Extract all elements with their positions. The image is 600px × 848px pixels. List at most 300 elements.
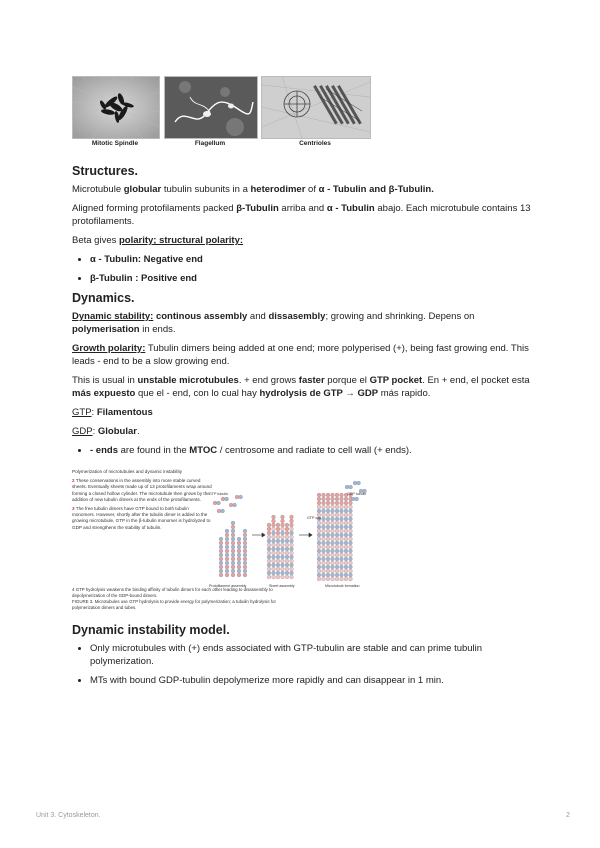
sheet-subunit: [285, 571, 289, 575]
sheet-subunit: [290, 523, 294, 527]
microtubule-subunit: [326, 521, 330, 525]
sheet-subunit: [290, 555, 294, 559]
microtubule-subunit: [349, 573, 353, 577]
microtubule-subunit: [344, 549, 348, 553]
microtubule-subunit: [317, 501, 321, 505]
microtubule-subunit: [344, 541, 348, 545]
protofilament-subunit: [219, 569, 223, 573]
protofilament-subunit: [243, 557, 247, 561]
sheet-subunit: [267, 527, 271, 531]
sheet-subunit: [272, 515, 276, 519]
dynamics-paragraph-1: [72, 310, 532, 336]
protofilament-subunit: [243, 537, 247, 541]
sheet-subunit: [290, 519, 294, 523]
bold-underlined-text: Growth polarity:: [72, 343, 146, 354]
microtubule-subunit: [331, 509, 335, 513]
microtubule-subunit: [340, 537, 344, 541]
microtubule-subunit: [317, 497, 321, 501]
bold-text: polymerisation: [72, 324, 140, 335]
sheet-subunit: [272, 567, 276, 571]
photo-strip: [72, 76, 372, 152]
microtubule-subunit: [344, 521, 348, 525]
protofilament-subunit: [231, 525, 235, 529]
sheet-subunit: [281, 567, 285, 571]
list-item: • Only microtubules with (+) ends associated with GTP-tubulin are stable and can prime tubulin polymerization.: [90, 642, 532, 668]
sheet-subunit: [267, 559, 271, 563]
bold-text: dissasembly: [268, 311, 326, 322]
bold-underlined-text: Dynamic stability:: [72, 311, 154, 322]
sheet-subunit: [281, 555, 285, 559]
microtubule-subunit: [331, 505, 335, 509]
text: This is usual in: [72, 375, 138, 386]
sheet-subunit: [267, 547, 271, 551]
sheet-subunit: [272, 523, 276, 527]
sheet-subunit: [281, 527, 285, 531]
microtubule-subunit: [322, 529, 326, 533]
microtubule-subunit: [326, 553, 330, 557]
protofilament-subunit: [237, 553, 241, 557]
microtubule-subunit: [322, 537, 326, 541]
microtubule-subunit: [344, 529, 348, 533]
sheet-subunit: [290, 543, 294, 547]
microtubule-subunit: [331, 525, 335, 529]
bold-text: GTP pocket: [369, 375, 423, 386]
sheet-subunit: [290, 539, 294, 543]
microtubule-subunit: [335, 517, 339, 521]
instability-heading: Dynamic instability model.: [72, 623, 230, 637]
gdp-dimer-pair: [357, 481, 361, 485]
microtubule-subunit: [317, 521, 321, 525]
dynamics-heading: Dynamics.: [72, 291, 135, 305]
microtubule-subunit: [322, 577, 326, 581]
microtubule-subunit: [344, 561, 348, 565]
microtubule-subunit: [331, 553, 335, 557]
protofilament-subunit: [243, 541, 247, 545]
microtubule-subunit: [340, 525, 344, 529]
microtubule-subunit: [322, 509, 326, 513]
microtubule-subunit: [331, 501, 335, 505]
microtubule-subunit: [335, 529, 339, 533]
microtubule-subunit: [349, 549, 353, 553]
sheet-subunit: [272, 575, 276, 579]
sheet-subunit: [276, 539, 280, 543]
microtubule-subunit: [340, 545, 344, 549]
sheet-subunit: [272, 535, 276, 539]
sheet-subunit: [290, 531, 294, 535]
microtubule-subunit: [340, 577, 344, 581]
microtubule-subunit: [349, 505, 353, 509]
sheet-subunit: [281, 551, 285, 555]
microtubule-subunit: [317, 561, 321, 565]
microtubule-subunit: [317, 493, 321, 497]
microtubule-subunit: [340, 561, 344, 565]
label-sheet: Sheet assembly: [269, 584, 295, 588]
bold-text: unstable microtubules: [137, 375, 239, 386]
bold-text: β-Tubulin: [236, 203, 279, 214]
sheet-subunit: [281, 531, 285, 535]
sheet-subunit: [285, 563, 289, 567]
microtubule-subunit: [344, 533, 348, 537]
sheet-subunit: [285, 531, 289, 535]
microtubule-subunit: [326, 513, 330, 517]
sheet-subunit: [285, 523, 289, 527]
sheet-subunit: [290, 567, 294, 571]
list-item: [90, 272, 532, 285]
gtp-dimer: [213, 501, 217, 505]
sheet-subunit: [285, 547, 289, 551]
microtubule-subunit: [335, 573, 339, 577]
text: .: [136, 426, 140, 437]
sheet-subunit: [272, 563, 276, 567]
protofilament-subunit: [243, 549, 247, 553]
protofilament-subunit: [219, 557, 223, 561]
bold-text: MTOC: [189, 445, 218, 456]
microtubule-subunit: [317, 525, 321, 529]
microtubule-subunit: [326, 529, 330, 533]
microtubule-subunit: [326, 573, 330, 577]
sheet-subunit: [267, 531, 271, 535]
gtp-dimer-pair: [221, 509, 225, 513]
protofilament-subunit: [231, 529, 235, 533]
sheet-subunit: [290, 559, 294, 563]
sheet-subunit: [285, 551, 289, 555]
microtubule-subunit: [326, 505, 330, 509]
microtubule-subunit: [349, 569, 353, 573]
microtubule-subunit: [340, 501, 344, 505]
microtubule-subunit: [340, 505, 344, 509]
microtubule-subunit: [326, 561, 330, 565]
microtubule-subunit: [326, 517, 330, 521]
main-content: [72, 158, 532, 693]
sheet-subunit: [281, 571, 285, 575]
microtubule-subunit: [335, 513, 339, 517]
protofilament-subunit: [237, 537, 241, 541]
gtp-dimer: [221, 497, 225, 501]
microtubule-subunit: [335, 493, 339, 497]
label-gtp-cap: GTP cap: [307, 516, 322, 520]
microtubule-subunit: [349, 525, 353, 529]
microtubule-subunit: [344, 553, 348, 557]
sheet-subunit: [290, 527, 294, 531]
protofilament-subunit: [243, 553, 247, 557]
microtubule-subunit: [317, 537, 321, 541]
microtubule-subunit: [331, 521, 335, 525]
sheet-subunit: [285, 575, 289, 579]
microtubule-subunit: [335, 521, 339, 525]
protofilament-subunit: [225, 541, 229, 545]
text: Beta gives: [72, 235, 119, 246]
protofilament-subunit: [231, 561, 235, 565]
microtubule-subunit: [326, 557, 330, 561]
protofilament-subunit: [225, 545, 229, 549]
microtubule-subunit: [322, 553, 326, 557]
microtubule-subunit: [331, 549, 335, 553]
microtubule-subunit: [322, 521, 326, 525]
protofilament-subunit: [225, 529, 229, 533]
sheet-subunit: [281, 575, 285, 579]
microtubule-subunit: [317, 545, 321, 549]
label-microtubule: Microtubule formation: [325, 584, 360, 588]
sheet-subunit: [290, 547, 294, 551]
microtubule-subunit: [317, 505, 321, 509]
structures-paragraph-2: [72, 202, 532, 228]
diagram-step-2: 3 The free tubulin dimers have GTP bound to both tubulin monomers. However, shortly after the tubulin dimer is added to the growing microtubule, GTP in the β-tubulin monomer is hydrolyzed to GDP and strengthens the stability of tubulin.: [72, 506, 211, 530]
sheet-subunit: [285, 555, 289, 559]
sheet-subunit: [281, 535, 285, 539]
text: These conservations in the assembly into more stable curved sheets. Eventually sheets made up of 13 protofilaments wrap around forming a closed hollow cylinder. The microtubule then grows by the addition of new tubulin dimers at the ends of the protofilaments.: [72, 478, 212, 502]
bold-text: continous assembly: [155, 311, 248, 322]
microtubule-subunit: [322, 541, 326, 545]
protofilament-subunit: [231, 553, 235, 557]
microtubule-subunit: [335, 497, 339, 501]
structures-paragraph-3: [72, 234, 532, 247]
gtp-dimer-pair: [239, 495, 243, 499]
text: :: [91, 407, 97, 418]
protofilament-subunit: [225, 553, 229, 557]
text: . En + end, el pocket esta: [422, 375, 530, 386]
sheet-subunit: [267, 571, 271, 575]
microtubule-subunit: [326, 497, 330, 501]
sheet: [267, 515, 293, 579]
text: GTP hydrolysis weakens the binding affinity of tubulin dimers for each other leading to disassembly to depolymerization of the GDP-bound dimers.: [72, 587, 273, 598]
microtubule-subunit: [331, 569, 335, 573]
microtubule-subunit: [335, 545, 339, 549]
list-item: [90, 253, 532, 266]
protofilament-subunit: [237, 545, 241, 549]
protofilament-subunit: [219, 549, 223, 553]
protofilament-subunit: [225, 537, 229, 541]
bold-text: α - Tubulin: [326, 203, 375, 214]
protofilament-subunit: [237, 569, 241, 573]
sheet-subunit: [276, 523, 280, 527]
microtubule-subunit: [340, 493, 344, 497]
sheet-subunit: [276, 527, 280, 531]
diagram-footnote: FIGURE 3. Microtubules use GTP hydrolysis to provide energy for polymerization; a tubulin hydrolysis for polymerization dimers and tubes.: [72, 599, 276, 610]
microtubule-subunit: [322, 501, 326, 505]
microtubule-subunit: [344, 569, 348, 573]
microtubule-subunit: [344, 525, 348, 529]
microtubule-subunit: [322, 549, 326, 553]
microtubule-subunit: [326, 545, 330, 549]
microtubule-subunit: [344, 497, 348, 501]
microtubule-subunit: [317, 573, 321, 577]
microtubule-subunit: [344, 505, 348, 509]
microtubule-subunit: [344, 517, 348, 521]
sheet-subunit: [281, 563, 285, 567]
tubulin-assembly-svg: [207, 475, 372, 590]
protofilament-subunit: [243, 573, 247, 577]
bold-text: faster: [298, 375, 325, 386]
microtubule-subunit: [317, 533, 321, 537]
sheet-subunit: [272, 527, 276, 531]
sheet-subunit: [285, 559, 289, 563]
text: of: [305, 184, 319, 195]
microtubule-subunit: [326, 565, 330, 569]
text: and: [247, 311, 269, 322]
bold-text: heterodimer: [250, 184, 306, 195]
sheet-subunit: [276, 567, 280, 571]
sheet-subunit: [276, 547, 280, 551]
protofilament-subunit: [237, 565, 241, 569]
protofilament-subunit: [225, 557, 229, 561]
microtubule-subunit: [340, 557, 344, 561]
sheet-subunit: [267, 567, 271, 571]
polymerization-diagram: [72, 469, 372, 609]
protofilament-subunit: [231, 573, 235, 577]
microtubule-subunit: [349, 545, 353, 549]
protofilament-subunit: [231, 537, 235, 541]
microtubule: [317, 481, 366, 581]
microtubule-subunit: [349, 553, 353, 557]
microtubule-subunit: [340, 541, 344, 545]
instability-list: [72, 642, 532, 687]
sheet-subunit: [267, 575, 271, 579]
microtubule-subunit: [349, 565, 353, 569]
microtubule-subunit: [317, 529, 321, 533]
diagram-text-column: [72, 469, 212, 534]
diagram-step-3: 4 GTP hydrolysis weakens the binding affinity of tubulin dimers for each other leading to disassembly to depolymerization of the GDP-bound dimers.: [72, 587, 273, 598]
microtubule-subunit: [322, 513, 326, 517]
arrowhead-2: [309, 533, 312, 537]
diagram-step-1: 2 These conservations in the assembly into more stable curved sheets. Eventually sheets made up of 13 protofilaments wrap around forming a closed hollow cylinder. The microtubule then grows by the addition of new tubulin dimers at the ends of the protofilaments.: [72, 478, 212, 502]
microtubule-subunit: [344, 545, 348, 549]
sheet-subunit: [290, 535, 294, 539]
microtubule-subunit: [340, 553, 344, 557]
protofilament-subunit: [231, 541, 235, 545]
sheet-subunit: [276, 563, 280, 567]
protofilament-subunit: [231, 521, 235, 525]
microtubule-subunit: [322, 573, 326, 577]
protofilament-subunit: [219, 553, 223, 557]
text: arriba and: [278, 203, 327, 214]
microtubule-subunit: [335, 501, 339, 505]
bold-text: Filamentous: [96, 407, 153, 418]
polarity-list: [72, 253, 532, 285]
microtubule-subunit: [331, 541, 335, 545]
text: in ends.: [139, 324, 176, 335]
protofilament-subunit: [231, 533, 235, 537]
protofilament-subunit: [231, 557, 235, 561]
text: tubulin subunits in a: [161, 184, 251, 195]
microtubule-subunit: [340, 509, 344, 513]
microtubule-subunit: [335, 525, 339, 529]
gtp-line: [72, 406, 532, 419]
protofilament-subunit: [225, 549, 229, 553]
flagellum-image: [164, 76, 258, 139]
gtp-dimer-pair: [217, 501, 221, 505]
protofilament-subunit: [243, 545, 247, 549]
microtubule-subunit: [326, 569, 330, 573]
microtubule-subunit: [317, 557, 321, 561]
microtubule-subunit: [349, 501, 353, 505]
protofilament-subunit: [219, 561, 223, 565]
microtubule-subunit: [335, 557, 339, 561]
sheet-subunit: [267, 539, 271, 543]
microtubule-subunit: [335, 561, 339, 565]
sheet-subunit: [285, 535, 289, 539]
underlined-text: GDP: [72, 426, 93, 437]
sheet-subunit: [272, 555, 276, 559]
protofilament-subunit: [243, 533, 247, 537]
microtubule-subunit: [331, 497, 335, 501]
sheet-subunit: [290, 571, 294, 575]
protofilament-subunit: [225, 561, 229, 565]
gtp-dimer-pair: [233, 503, 237, 507]
microtubule-subunit: [317, 541, 321, 545]
sheet-subunit: [267, 523, 271, 527]
text: Microtubule: [72, 184, 124, 195]
microtubule-subunit: [322, 525, 326, 529]
protofilament-subunit: [225, 533, 229, 537]
text: porque el: [324, 375, 370, 386]
microtubule-subunit: [322, 493, 326, 497]
mitotic-spindle-image: [72, 76, 160, 139]
protofilament-subunit: [225, 573, 229, 577]
bold-text: globular: [123, 184, 162, 195]
microtubule-subunit: [340, 533, 344, 537]
sheet-subunit: [272, 539, 276, 543]
microtubule-subunit: [326, 537, 330, 541]
sheet-subunit: [276, 559, 280, 563]
protofilament-subunit: [231, 565, 235, 569]
microtubule-subunit: [335, 553, 339, 557]
sheet-subunit: [276, 543, 280, 547]
sheet-subunit: [276, 555, 280, 559]
caption-mitotic-spindle: Mitotic Spindle: [91, 140, 139, 147]
microtubule-subunit: [326, 533, 330, 537]
text: :: [92, 426, 98, 437]
protofilament-subunit: [231, 569, 235, 573]
microtubule-subunit: [322, 517, 326, 521]
microtubule-subunit: [335, 569, 339, 573]
gdp-line: [72, 425, 532, 438]
footer-page-number: 2: [566, 812, 570, 819]
microtubule-subunit: [317, 549, 321, 553]
microtubule-subunit: [326, 493, 330, 497]
microtubule-subunit: [349, 541, 353, 545]
arrowhead-1: [262, 533, 265, 537]
text: / centrosome and radiate to cell wall (+ ends).: [217, 445, 412, 456]
protofilament-subunit: [219, 565, 223, 569]
bold-text: α - Tubulin and β-Tubulin.: [318, 184, 434, 195]
sheet-subunit: [267, 563, 271, 567]
microtubule-subunit: [340, 517, 344, 521]
microtubule-subunit: [344, 557, 348, 561]
list-item: [90, 444, 532, 457]
microtubule-subunit: [331, 573, 335, 577]
gdp-dimer-pair: [349, 485, 353, 489]
microtubule-subunit: [349, 529, 353, 533]
microtubule-subunit: [340, 565, 344, 569]
text: más rapido.: [378, 388, 431, 399]
microtubule-subunit: [340, 529, 344, 533]
text: Aligned forming protofilaments packed: [72, 203, 237, 214]
microtubule-subunit: [335, 549, 339, 553]
gdp-dimer: [345, 485, 349, 489]
sheet-subunit: [285, 527, 289, 531]
bold-text: Globular: [97, 426, 137, 437]
microtubule-subunit: [335, 541, 339, 545]
microtubule-subunit: [322, 505, 326, 509]
gtp-dimer-pair: [225, 497, 229, 501]
protofilament-subunit: [237, 561, 241, 565]
microtubule-subunit: [331, 517, 335, 521]
protofilament-subunit: [243, 561, 247, 565]
microtubule-subunit: [344, 513, 348, 517]
microtubule-subunit: [326, 509, 330, 513]
text: are found in the: [117, 445, 190, 456]
sheet-subunit: [281, 539, 285, 543]
